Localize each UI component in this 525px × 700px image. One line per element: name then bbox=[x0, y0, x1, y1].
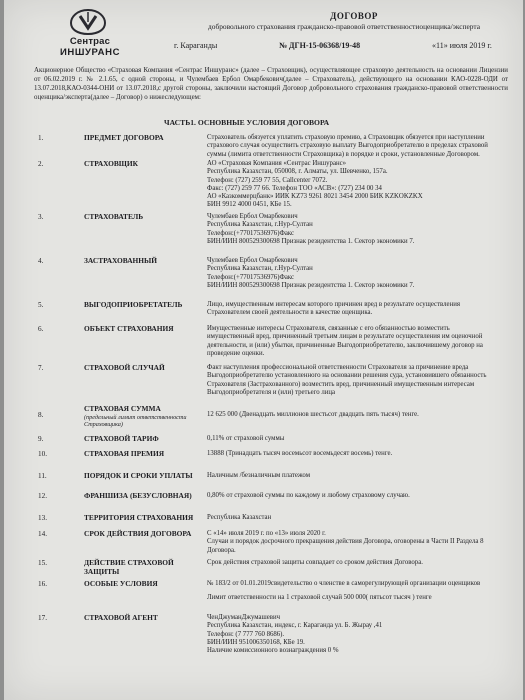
row-label: ДЕЙСТВИЕ СТРАХОВОЙ ЗАЩИТЫ bbox=[84, 558, 174, 576]
row-line: № 183/2 от 01.01.2019свидетельство о членстве в саморегулирующей организации оценщиков bbox=[207, 580, 481, 587]
row-line: БИН/ИИН 951006350168, КБе 19. bbox=[207, 638, 305, 646]
company-logo bbox=[60, 8, 121, 60]
row-line: деятельности, и (или) убытки, причиненные Выгодоприобретателю, заключившему договор на bbox=[207, 341, 483, 349]
row-label: СТРАХОВОЙ ТАРИФ bbox=[84, 434, 159, 443]
row-line: Лимит ответственности на 1 страховой случай 500 000( пятьсот тысяч ) тенге bbox=[207, 594, 432, 602]
row-number: 1. bbox=[38, 134, 44, 142]
row-line: ЧенДжуманДжумашевич bbox=[207, 614, 281, 621]
document-city: г. Караганды bbox=[174, 41, 218, 50]
row-line: имущественный вред, причиненный третьим лицам в результате осуществления им оценочной bbox=[207, 333, 483, 341]
row-line: Договора. bbox=[207, 546, 236, 554]
row-label: ПРЕДМЕТ ДОГОВОРА bbox=[84, 133, 164, 142]
row-number: 14. bbox=[38, 530, 47, 538]
document-title: ДОГОВОР bbox=[330, 11, 378, 21]
document-subtitle: добровольного страхования гражданско-правовой ответственностиоценщика/эксперта bbox=[207, 22, 481, 31]
row-value bbox=[207, 325, 507, 358]
row-value bbox=[207, 301, 507, 318]
row-number: 16. bbox=[38, 580, 47, 588]
row-line: Республика Казахстан, г.Нур-Султан bbox=[207, 221, 313, 229]
row-label: ОСОБЫЕ УСЛОВИЯ bbox=[84, 579, 158, 588]
row-label: ФРАНШИЗА (БЕЗУСЛОВНАЯ) bbox=[84, 491, 192, 500]
row-line: С «14» июля 2019 г. по «13» июля 2020 г. bbox=[207, 530, 326, 537]
row-value bbox=[207, 492, 507, 500]
row-line: Телефон: (727) 259 77 55, Callcenter 7072. bbox=[207, 176, 328, 184]
row-number: 11. bbox=[38, 472, 47, 480]
row-line: БИН/ИИН 800529300698 Признак резидентства 1. Сектор экономики 7. bbox=[207, 237, 415, 245]
row-line: Страхователя (Застрахованного) возместить вред, причиненный имущественным интересам bbox=[207, 380, 475, 388]
document-number: № ДГН-15-06368/19-48 bbox=[279, 41, 361, 50]
row-number: 12. bbox=[38, 492, 47, 500]
row-line: БИН 9912 4000 0451, КБе 15. bbox=[207, 201, 292, 209]
row-line: Наличие комиссионного вознаграждения 0 % bbox=[207, 647, 339, 655]
logo-name-line1: Сентрас bbox=[69, 36, 111, 47]
row-line: проведение оценки. bbox=[207, 349, 265, 357]
row-label: ВЫГОДОПРИОБРЕТАТЕЛЬ bbox=[84, 300, 183, 309]
row-number: 5. bbox=[38, 301, 44, 309]
row-line: Выгодоприобретателя и (или) третьего лица bbox=[207, 388, 336, 396]
row-line: Наличным /безналичным платежом bbox=[207, 472, 310, 479]
row-value bbox=[207, 213, 507, 246]
row-number: 7. bbox=[38, 364, 44, 372]
row-line: Чулембаев Ербол Омарбекович bbox=[207, 213, 298, 220]
row-line: Факт наступления профессиональной ответственности Страхователя за причинение вреда bbox=[207, 364, 469, 371]
row-label-main: СТРАХОВАЯ СУММА bbox=[84, 404, 161, 413]
row-line: Республика Казахстан bbox=[207, 514, 272, 521]
row-value bbox=[207, 580, 507, 603]
row-line: Случаи и порядок досрочного прекращения действия Договора, оговорены в Части II Раздела 8 bbox=[207, 538, 484, 546]
row-line: Республика Казахстан, индекс, г. Караганда ул. Б. Жырау ,41 bbox=[207, 622, 383, 630]
row-line: Срок действия страховой защиты совпадает со сроком действия Договора. bbox=[207, 559, 423, 566]
document-date: «11» июля 2019 г. bbox=[432, 41, 492, 50]
row-line: страхового случая осуществить страховую выплату Выгодоприобретателю в пределах страховой bbox=[207, 142, 488, 150]
row-value bbox=[207, 411, 507, 419]
row-number: 13. bbox=[38, 514, 47, 522]
row-number: 6. bbox=[38, 325, 44, 333]
row-line: Республика Казахстан, г.Нур-Султан bbox=[207, 265, 313, 273]
row-line: БИН/ИИН 800529300698 Признак резидентства 1. Сектор экономики 7. bbox=[207, 281, 415, 289]
row-number: 2. bbox=[38, 160, 44, 168]
row-label: ОБЪЕКТ СТРАХОВАНИЯ bbox=[84, 324, 174, 333]
row-line: АО «Страховая Компания «Сентрас Иншуранс» bbox=[207, 160, 347, 167]
row-label: ЗАСТРАХОВАННЫЙ bbox=[84, 256, 158, 265]
row-value bbox=[207, 257, 507, 290]
row-label: ПОРЯДОК И СРОКИ УПЛАТЫ bbox=[84, 471, 193, 480]
row-number: 17. bbox=[38, 614, 47, 622]
row-value bbox=[207, 614, 507, 655]
row-line: Телефон:(+77017536976)Факс bbox=[207, 273, 295, 281]
row-label: СТРАХОВОЙ АГЕНТ bbox=[84, 613, 158, 622]
row-line: 12 625 000 (Двенадцать миллионов шестьсот двадцать пять тысяч) тенге. bbox=[207, 411, 419, 418]
logo-name-line2: ИНШУРАНС bbox=[60, 47, 121, 58]
row-label-note: (предельный лимит ответственности Страховщика) bbox=[84, 413, 187, 429]
row-line: суммы (лимита ответственности Страховщика) в порядке и сроки, установленные Договором. bbox=[207, 150, 480, 158]
row-line: 0,80% от страховой суммы по каждому и любому страховому случаю. bbox=[207, 492, 410, 499]
row-value bbox=[207, 435, 507, 443]
row-line: Факс: (727) 259 77 66. Телефон ТОО «АСВ»: (727) 234 00 34 bbox=[207, 184, 382, 192]
row-line: 0,11% от страховой суммы bbox=[207, 435, 285, 442]
row-number: 8. bbox=[38, 411, 44, 419]
row-line: Лицо, имущественным интересам которого причинен вред в результате осуществления bbox=[207, 301, 460, 308]
row-label: СТРАХОВАТЕЛЬ bbox=[84, 212, 144, 221]
row-value bbox=[207, 364, 507, 397]
row-number: 4. bbox=[38, 257, 44, 265]
row-line: Республика Казахстан, 050008, г. Алматы, ул. Шевченко, 157а. bbox=[207, 168, 388, 176]
row-label: СТРАХОВОЙ СЛУЧАЙ bbox=[84, 363, 165, 372]
row-number: 9. bbox=[38, 435, 44, 443]
row-number: 10. bbox=[38, 450, 47, 458]
row-line: АО «Казкоммерцбанк» ИИК KZ73 9261 8021 3454 2000 БИК KZKOKZKX bbox=[207, 193, 423, 201]
row-label: СРОК ДЕЙСТВИЯ ДОГОВОРА bbox=[84, 529, 192, 538]
part-title: ЧАСТЬ1. ОСНОВНЫЕ УСЛОВИЯ ДОГОВОРА bbox=[164, 118, 330, 127]
row-number: 3. bbox=[38, 213, 44, 221]
row-value bbox=[207, 134, 507, 159]
row-line: Страхователь обязуется уплатить страховую премию, а Страховщик обязуется при наступлении bbox=[207, 134, 485, 141]
row-value bbox=[207, 514, 507, 522]
row-line: Имущественные интересы Страхователя, связанные с его обязанностью возместить bbox=[207, 325, 450, 332]
row-value bbox=[207, 450, 507, 458]
row-line: Чулембаев Ербол Омарбекович bbox=[207, 257, 298, 264]
row-value bbox=[207, 559, 507, 567]
row-value bbox=[207, 472, 507, 480]
intro-paragraph: Акционерное Общество «Страховая Компания «Сентрас Иншуранс» (далее – Страховщик), осуществляющее страховую деятельность на основании Лицензии от 06.02.2019 г. № 2.1.65, с одной стороны, и Чулембаев Ербол Омарбекович(далее – Страхователь), действующего на основании КАО-0228-ОДИ от 13.07.2018,КАО-0344-ОНИ от 13.07.2018,с другой стороны, заключили настоящий Договор добровольного страхования гражданско-правовой ответственности оценщика/эксперта(далее – Договор) о нижеследующем: bbox=[34, 67, 508, 101]
logo-emblem-icon bbox=[68, 8, 108, 36]
row-label: СТРАХОВЩИК bbox=[84, 159, 139, 168]
row-line: Телефон:(+77017536976)Факс bbox=[207, 229, 295, 237]
row-label: СТРАХОВАЯ ПРЕМИЯ bbox=[84, 449, 165, 458]
row-value bbox=[207, 160, 507, 210]
document-page bbox=[4, 0, 523, 700]
row-value bbox=[207, 530, 507, 555]
row-line: Телефон: (7 777 760 8686). bbox=[207, 630, 285, 638]
row-label: ТЕРРИТОРИЯ СТРАХОВАНИЯ bbox=[84, 513, 194, 522]
row-line: Выгодоприобретателю установленного на основании решения суда, установившего обязанность bbox=[207, 372, 487, 380]
row-number: 15. bbox=[38, 559, 47, 567]
row-line: 13888 (Тринадцать тысяч восемьсот восемьдесят восемь) тенге. bbox=[207, 450, 393, 457]
row-label bbox=[84, 405, 202, 429]
row-line: Страхователем своей деятельности в качестве оценщика. bbox=[207, 309, 373, 317]
